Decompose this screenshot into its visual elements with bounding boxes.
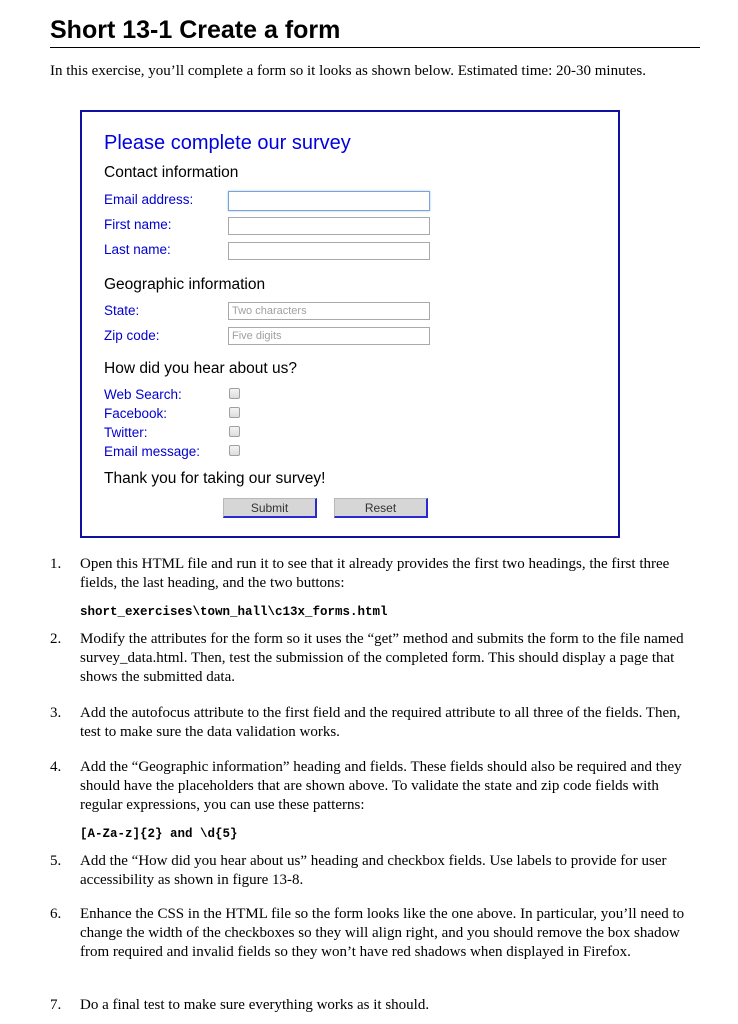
step-number: 2. — [50, 631, 62, 647]
step-number: 7. — [50, 997, 62, 1013]
last-name-input[interactable] — [228, 242, 430, 260]
submit-button[interactable]: Submit — [223, 498, 317, 518]
code-file-path: short_exercises\town_hall\c13x_forms.html — [80, 605, 388, 619]
email-label: Email address: — [104, 192, 194, 207]
step-number: 6. — [50, 906, 62, 922]
state-label: State: — [104, 303, 140, 318]
step-number: 1. — [50, 556, 62, 572]
step-text: Modify the attributes for the form so it uses the “get” method and submits the form to the file named survey_data.html. Then, test the submission of the completed form. This should display a page that shows the submitted data. — [80, 631, 684, 685]
facebook-label: Facebook: — [104, 406, 168, 421]
survey-form-figure — [80, 110, 620, 538]
intro-paragraph: In this exercise, you’ll complete a form so it looks as shown below. Estimated time: 20-30 minutes. — [50, 63, 647, 79]
zip-label: Zip code: — [104, 328, 160, 343]
twitter-checkbox[interactable] — [229, 426, 240, 437]
state-input[interactable] — [228, 302, 430, 320]
step-number: 4. — [50, 759, 62, 775]
web-search-checkbox[interactable] — [229, 388, 240, 399]
step-text: Add the “Geographic information” heading and fields. These fields should also be required and they should have the placeholders that are shown above. To validate the state and zip code fields with regular expressions, you can use these patterns: — [80, 759, 682, 813]
zip-input[interactable] — [228, 327, 430, 345]
facebook-checkbox[interactable] — [229, 407, 240, 418]
step-number: 3. — [50, 705, 62, 721]
first-name-input[interactable] — [228, 217, 430, 235]
hear-heading: How did you hear about us? — [104, 360, 298, 377]
email-input[interactable] — [228, 191, 430, 211]
contact-heading: Contact information — [104, 164, 239, 181]
step-text: Enhance the CSS in the HTML file so the form looks like the one above. In particular, you’ll need to change the width of the checkboxes so they will align right, and you should remove the box shadow from required and invalid fields so they won’t have red shadows when displayed in Firefox. — [80, 906, 685, 960]
last-name-label: Last name: — [104, 242, 171, 257]
first-name-label: First name: — [104, 217, 172, 232]
step-text: Add the “How did you hear about us” heading and checkbox fields. Use labels to provide for user accessibility as shown in figure 13-8. — [80, 853, 667, 888]
reset-button[interactable]: Reset — [334, 498, 428, 518]
email-message-label: Email message: — [104, 444, 201, 459]
web-search-label: Web Search: — [104, 387, 182, 402]
step-number: 5. — [50, 853, 62, 869]
twitter-label: Twitter: — [104, 425, 148, 440]
exercise-heading: Short 13-1 Create a form — [50, 14, 700, 48]
email-message-checkbox[interactable] — [229, 445, 240, 456]
step-text: Open this HTML file and run it to see that it already provides the first two headings, the first three fields, the last heading, and the two buttons: — [80, 556, 670, 591]
code-patterns: [A-Za-z]{2} and \d{5} — [80, 827, 238, 841]
form-title: Please complete our survey — [104, 132, 351, 154]
step-text: Add the autofocus attribute to the first field and the required attribute to all three of the fields. Then, test to make sure the data validation works. — [80, 705, 681, 740]
step-text: Do a final test to make sure everything works as it should. — [80, 997, 430, 1013]
geo-heading: Geographic information — [104, 276, 266, 293]
thanks-heading: Thank you for taking our survey! — [104, 470, 326, 487]
